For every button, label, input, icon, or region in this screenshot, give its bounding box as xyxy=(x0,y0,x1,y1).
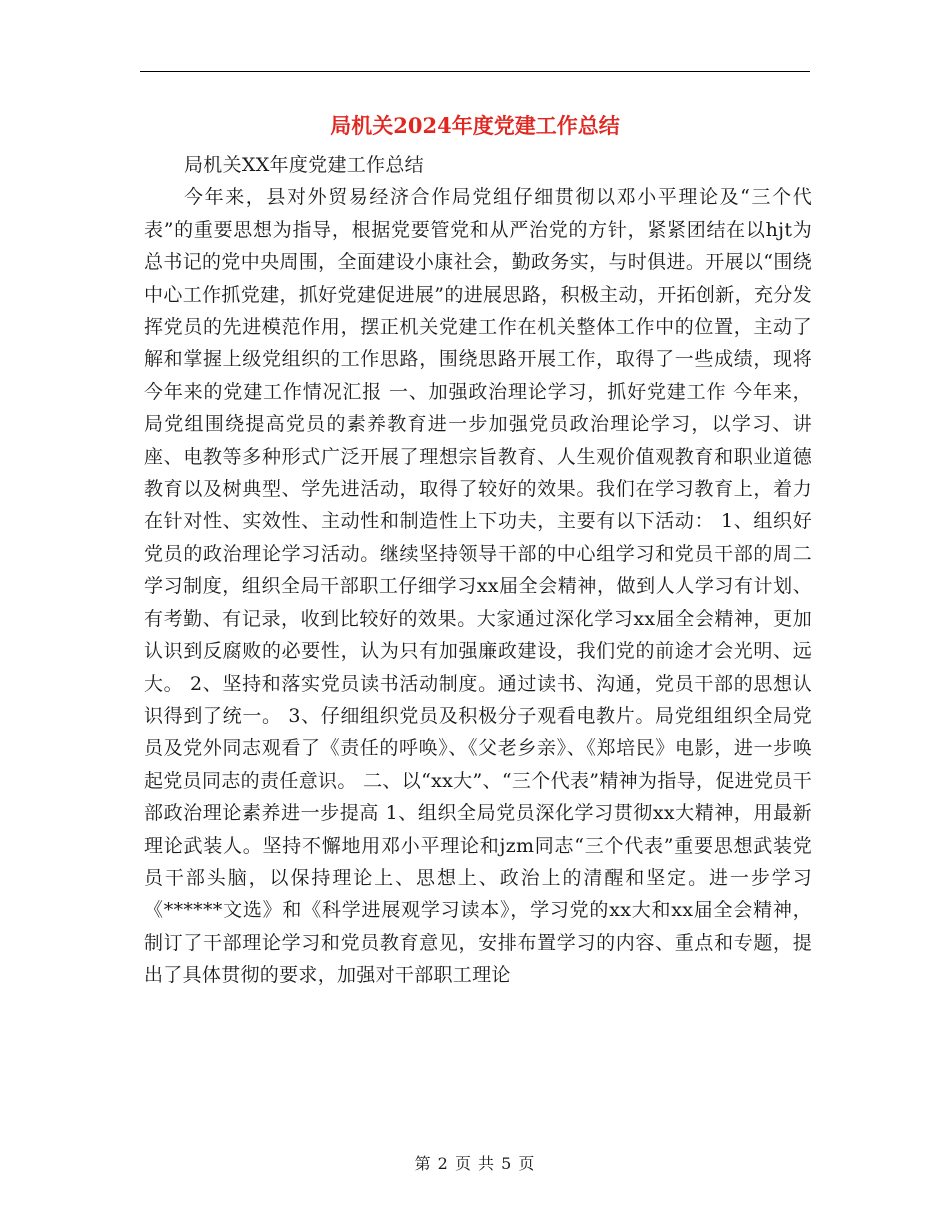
page-number: 第 2 页 共 5 页 xyxy=(414,1154,536,1173)
document-body xyxy=(144,149,812,992)
document-title: 局机关2024年度党建工作总结 xyxy=(330,113,620,138)
body-paragraph: 今年来，县对外贸易经济合作局党组仔细贯彻以邓小平理论及“三个代表”的重要思想为指导，根据党要管党和从严治党的方针，紧紧团结在以hjt为总书记的党中央周围，全面建设小康社会，勤政务实，与时俱进。开展以“围绕中心工作抓党建，抓好党建促进展”的进展思路，积极主动，开拓创新，充分发挥党员的先进模范作用，摆正机关党建工作在机关整体工作中的位置，主动了解和掌握上级党组织的工作思路，围绕思路开展工作，取得了一些成绩，现将今年来的党建工作情况汇报 一、加强政治理论学习，抓好党建工作 今年来，局党组围绕提高党员的素养教育进一步加强党员政治理论学习，以学习、讲座、电教等多种形式广泛开展了理想宗旨教育、人生观价值观教育和职业道德教育以及树典型、学先进活动，取得了较好的效果。我们在学习教育上，着力在针对性、实效性、主动性和制造性上下功夫，主要有以下活动： 1、组织好党员的政治理论学习活动。继续坚持领导干部的中心组学习和党员干部的周二学习制度，组织全局干部职工仔细学习xx届全会精神，做到人人学习有计划、有考勤、有记录，收到比较好的效果。大家通过深化学习xx届全会精神，更加认识到反腐败的必要性，认为只有加强廉政建设，我们党的前途才会光明、远大。 2、坚持和落实党员读书活动制度。通过读书、沟通，党员干部的思想认识得到了统一。 3、仔细组织党员及积极分子观看电教片。局党组组织全局党员及党外同志观看了《责任的呼唤》、《父老乡亲》、《郑培民》电影，进一步唤起党员同志的责任意识。 二、以“xx大”、“三个代表”精神为指导，促进党员干部政治理论素养进一步提高 1、组织全局党员深化学习贯彻xx大精神，用最新理论武装人。坚持不懈地用邓小平理论和jzm同志“三个代表”重要思想武装党员干部头脑，以保持理论上、思想上、政治上的清醒和坚定。进一步学习《******文选》和《科学进展观学习读本》，学习党的xx大和xx届全会精神，制订了干部理论学习和党员教育意见，安排布置学习的内容、重点和专题，提出了具体贯彻的要求，加强对干部职工理论 xyxy=(144,186,812,987)
header-rule xyxy=(140,71,810,72)
document-subtitle: 局机关XX年度党建工作总结 xyxy=(184,154,424,176)
